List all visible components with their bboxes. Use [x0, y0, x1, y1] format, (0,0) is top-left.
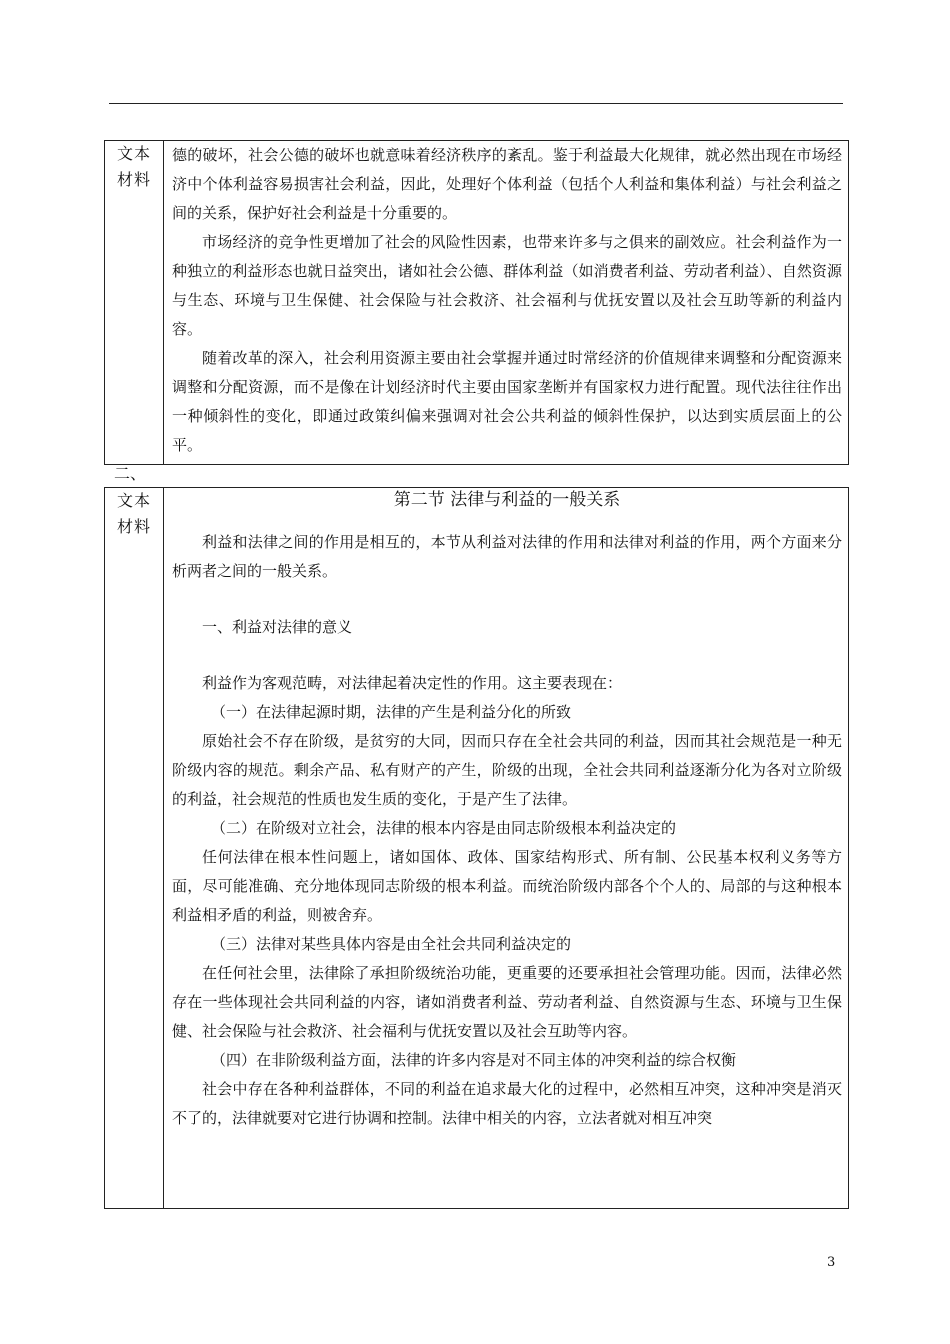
paragraph: 在任何社会里，法律除了承担阶级统治功能，更重要的还要承担社会管理功能。因而，法律必然存在一些体现社会共同利益的内容，诸如消费者利益、劳动者利益、自然资源与生态、环境与卫生保健、社会保险与社会救济、社会福利与优抚安置以及社会互助等内容。: [172, 964, 842, 1040]
section-marker: 二、: [114, 464, 147, 483]
paragraph: 德的破坏，社会公德的破坏也就意味着经济秩序的紊乱。鉴于利益最大化规律，就必然出现在市场经济中个体利益容易损害社会利益，因此，处理好个体利益（包括个人利益和集体利益）与社会利益之间的关系，保护好社会利益是十分重要的。: [172, 146, 842, 222]
subheading: （四）在非阶级利益方面，法律的许多内容是对不同主体的冲突利益的综合权衡: [211, 1051, 737, 1069]
text-material-table-2: [104, 487, 849, 1209]
paragraph: 市场经济的竞争性更增加了社会的风险性因素，也带来许多与之俱来的副效应。社会利益作为一种独立的利益形态也就日益突出，诸如社会公德、群体利益（如消费者利益、劳动者利益）、自然资源与生态、环境与卫生保健、社会保险与社会救济、社会福利与优抚安置以及社会互助等新的利益内容。: [172, 233, 842, 338]
subheading: （三）法律对某些具体内容是由全社会共同利益决定的: [211, 935, 572, 953]
subheading: （二）在阶级对立社会，法律的根本内容是由同志阶级根本利益决定的: [211, 819, 677, 837]
subheading: （一）在法律起源时期，法律的产生是利益分化的所致: [211, 703, 572, 721]
header-rule: [109, 103, 843, 104]
paragraph: 原始社会不存在阶级，是贫穷的大同，因而只存在全社会共同的利益，因而其社会规范是一种无阶级内容的规范。剩余产品、私有财产的产生，阶级的出现，全社会共同利益逐渐分化为各对立阶级的利益，社会规范的性质也发生质的变化，于是产生了法律。: [172, 732, 842, 808]
label-cell: [105, 141, 164, 465]
content-cell: [164, 488, 849, 1209]
page-number: 3: [827, 1255, 836, 1270]
paragraph: 任何法律在根本性问题上，诸如国体、政体、国家结构形式、所有制、公民基本权利义务等方面，尽可能准确、充分地体现同志阶级的根本利益。而统治阶级内部各个个人的、局部的与这种根本利益相矛盾的利益，则被舍弃。: [172, 848, 842, 924]
label-text: 文本材料: [116, 144, 151, 189]
label-cell: [105, 488, 164, 1209]
paragraph: 社会中存在各种利益群体，不同的利益在追求最大化的过程中，必然相互冲突，这种冲突是消灭不了的，法律就要对它进行协调和控制。法律中相关的内容，立法者就对相互冲突: [172, 1080, 842, 1127]
section-heading: 一、利益对法律的意义: [202, 618, 353, 636]
label-text: 文本材料: [116, 491, 151, 536]
text-material-table-1: [104, 140, 849, 465]
intro-paragraph: 利益和法律之间的作用是相互的，本节从利益对法律的作用和法律对利益的作用，两个方面来分析两者之间的一般关系。: [172, 533, 842, 580]
section-title: 第二节 法律与利益的一般关系: [393, 490, 621, 510]
lead-paragraph: 利益作为客观范畴，对法律起着决定性的作用。这主要表现在：: [202, 674, 623, 692]
content-cell: [164, 141, 849, 465]
paragraph: 随着改革的深入，社会利用资源主要由社会掌握并通过时常经济的价值规律来调整和分配资源来调整和分配资源，而不是像在计划经济时代主要由国家垄断并有国家权力进行配置。现代法往往作出一种倾斜性的变化，即通过政策纠偏来强调对社会公共利益的倾斜性保护，以达到实质层面上的公平。: [172, 349, 842, 454]
